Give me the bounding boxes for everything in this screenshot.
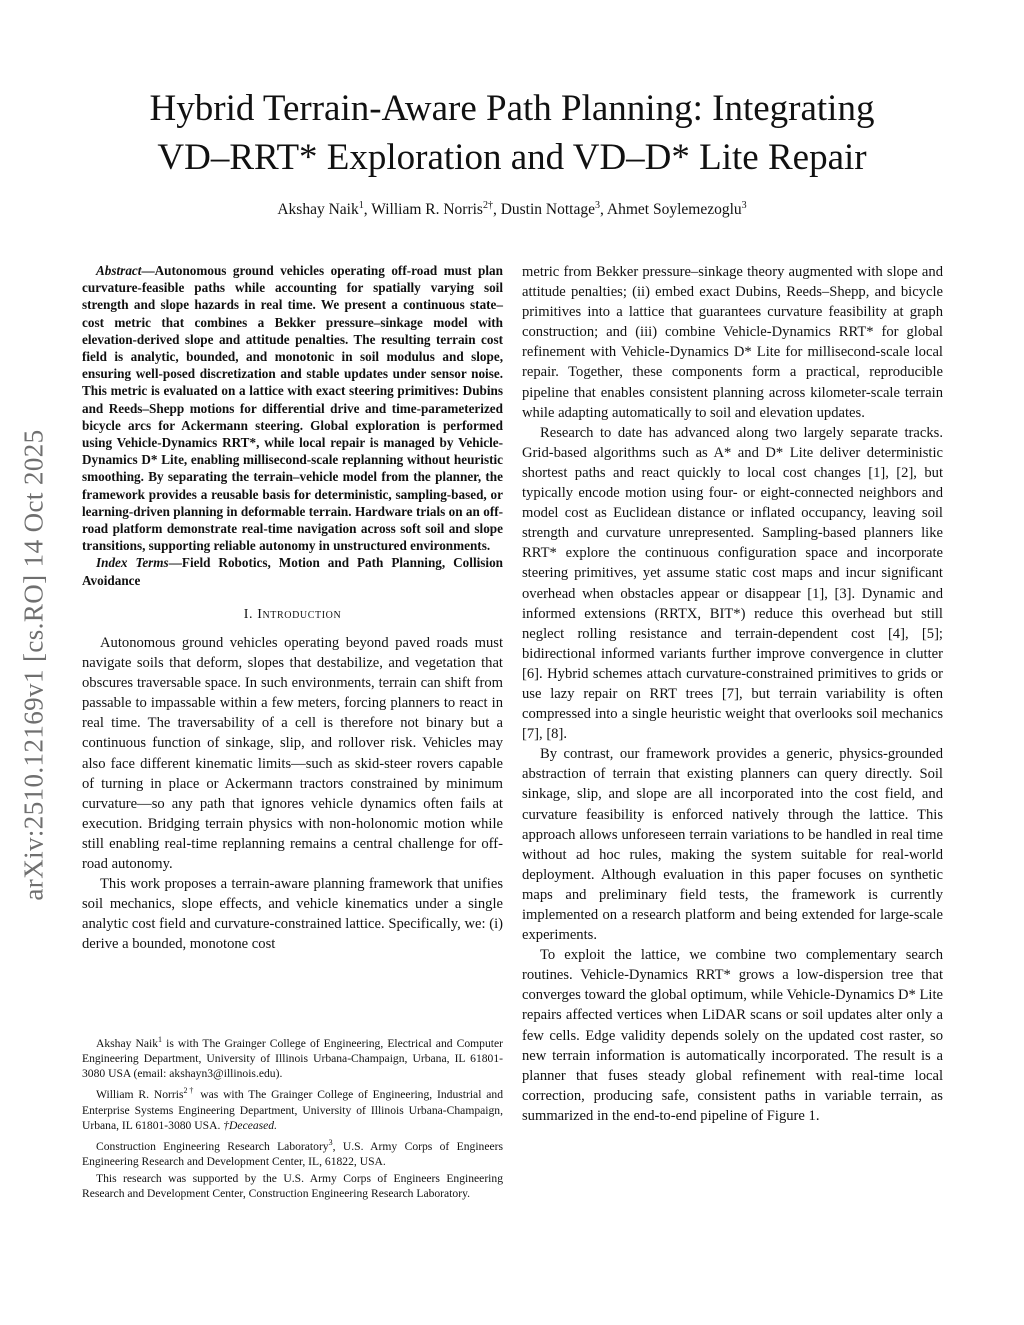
footnote [82,1032,503,1081]
section-heading [82,605,503,625]
paragraph: This work proposes a terrain-aware planning framework that unifies soil mechanics, slope effects, and vehicle kinematics under a single analytic cost field and curvature-constrained lattice. Specifically, we: (i) derive a bounded, monotone cost [82,876,503,953]
arxiv-identifier-text: arXiv:2510.12169v1 [cs.RO] 14 Oct 2025 [18,429,49,901]
footnote [82,1171,503,1201]
footnote-name: William R. Norris [96,1088,184,1102]
paragraph: metric from Bekker pressure–sinkage theory augmented with slope and attitude penalties; (ii) embed exact Dubins, Reeds–Shepp, and bicycle primitives into a lattice that guarantees curvature feasibility at graph construction; and (iii) combine Vehicle-Dynamics RRT* for global refinement with Vehicle-Dynamics D* Lite for millisecond-scale local repair. Together, these components form a practical, reproducible pipeline that enables consistent planning across kilometer-scale terrain while adapting automatically to soil and elevation updates. [522,264,943,421]
footnote-deceased-note: †Deceased. [223,1118,278,1132]
footnote-text: is with The Grainger College of Engineering, Electrical and Computer Engineering Department, University of Illinois Urbana-Champaign, Urbana, IL 61801-3080 USA (email: akshayn3@illinois.edu). [82,1036,503,1081]
author-separator: , [492,201,501,219]
author-name: Dustin Nottage [500,201,595,219]
abstract-label: Abstract [96,263,142,278]
paragraph: By contrast, our framework provides a generic, physics-grounded abstraction of terrain that existing planners can query directly. Soil sinkage, slip, and slope are all incorporated into the cost field, and curvature feasibility is enforced natively through the lattice. This approach allows unforeseen terrain variations to be handled in real time without ad hoc rules, making the system suitable for real-world deployment. Although evaluation in this paper focuses on synthetic maps and preliminary field tests, the framework is currently implemented on a research platform and being extended for large-scale experiments. [522,746,943,944]
footnote-text: , U.S. Army Corps of Engineers Engineering Research and Development Center, IL, 61822, USA. [82,1139,503,1168]
author-name: Ahmet Soylemezoglu [606,201,742,219]
author-affiliation-mark: 3 [741,200,747,211]
footnotes [82,1032,503,1204]
index-terms [82,554,503,588]
author-list [80,200,944,219]
right-column [522,262,943,1126]
footnote-mark: 1 [158,1035,163,1044]
footnote-name: Construction Engineering Research Laboratory [96,1139,329,1153]
footnote-mark: 3 [328,1137,333,1147]
abstract [82,262,503,554]
footnote [82,1083,503,1132]
title-line-2: VD–RRT* Exploration and VD–D* Lite Repair [157,137,867,178]
abstract-text: —Autonomous ground vehicles operating off-road must plan curvature-feasible paths while accounting for spatially varying soil strength and slope hazards in real time. We present a continuous state–cost metric that combines a Bekker pressure–sinkage model with elevation-derived slope and attitude penalties. The resulting terrain cost field is analytic, bounded, and monotonic in soil modulus and slope, ensuring well-posed discretization and stable updates under sensor noise. This metric is evaluated on a lattice with exact steering primitives: Dubins and Reeds–Shepp motions for differential drive and time-parameterized bicycle arcs for Ackermann steering. Global exploration is performed using Vehicle-Dynamics RRT*, while local repair is managed by Vehicle-Dynamics D* Lite, enabling millisecond-scale replanning without heuristic smoothing. By separating the terrain–vehicle model from the planner, the framework provides a reusable basis for deterministic, sampling-based, or learning-driven planning in deformable terrain. Hardware trials on an off-road platform demonstrate real-time navigation across soft soil and slope transitions, supporting reliable autonomy in unstructured environments. [82,263,503,554]
author-name: Akshay Naik [277,201,359,219]
section-number: I. [243,606,254,622]
author-separator: , [599,201,607,219]
author-affiliation-mark: 1 [358,200,364,211]
arxiv-identifier-stamp [14,370,54,960]
section-title: Introduction [257,606,342,622]
footnote [82,1135,503,1169]
paper-title [80,84,944,182]
author-affiliation-mark: 2† [482,200,493,211]
footnote-name: Akshay Naik [96,1036,159,1050]
author-separator: , [363,201,372,219]
paragraph: Autonomous ground vehicles operating beyond paved roads must navigate soils that deform, slopes that destabilize, and vegetation that obscures traversable space. In such environments, terrain can shift from passable to impassable within a few meters, forcing planners to react in real time. The traversability of a cell is therefore not binary but a continuous function of sinkage, slip, and rollover risk. Vehicles may also face different kinematic limits—such as skid-steer rovers capable of turning in place or Ackermann tractors constrained by minimum curvature—so any path that ignores vehicle dynamics often fails at execution. Bridging terrain physics with non-holonomic motion while still enabling real-time replanning remains a central challenge for off-road autonomy. [82,634,503,872]
paragraph: Research to date has advanced along two largely separate tracks. Grid-based algorithms such as A* and D* Lite deliver deterministic shortest paths and react quickly to local cost changes [1], [2], but typically encode motion using four- or eight-connected neighbors and model cost as Euclidean distance or inflated occupancy, leaving soil strength and curvature unrepresented. Sampling-based planners like RRT* explore the continuous configuration space and incorporate steering primitives, yet assume static cost maps and incur significant overhead when obstacles appear or disappear [1], [3]. Dynamic and informed extensions (RRTX, BIT*) reduce this overhead but still neglect rolling resistance and terrain-dependent cost [4], [5]; bidirectional informed variants further improve convergence in clutter [6]. Hybrid schemes attach curvature-constrained primitives to grids or use lazy repair on RRT trees [7], but terrain variability is often compressed into a single heuristic weight that overlooks soil mechanics [7], [8]. [522,424,943,743]
index-terms-text: —Field Robotics, Motion and Path Planning, Collision Avoidance [82,555,503,588]
footnote-text: This research was supported by the U.S. Army Corps of Engineers Engineering Research and Development Center, Construction Engineering Research Laboratory. [82,1172,503,1201]
footnote-mark: 2† [183,1086,196,1096]
index-terms-label: Index Terms [96,555,169,571]
left-column [82,262,503,954]
author-name: William R. Norris [371,201,483,219]
footnote-text: was with The Grainger College of Engineering, Industrial and Enterprise Systems Engineering Department, University of Illinois Urbana-Champaign, Urbana, IL 61801-3080 USA. [82,1088,504,1132]
author-affiliation-mark: 3 [594,200,600,211]
title-line-1: Hybrid Terrain-Aware Path Planning: Integrating [149,88,875,129]
paragraph: To exploit the lattice, we combine two complementary search routines. Vehicle-Dynamics RRT* grows a low-dispersion tree that converges toward the global optimum, while Vehicle-Dynamics D* Lite repairs affected vertices when LiDAR scans or soil updates alter only a few cells. Edge validity depends solely on the updated cost raster, so new terrain information is automatically incorporated. The result is a planner that fuses steady global refinement with real-time local correction, producing safe, consistent paths in variable terrain, as summarized in the end-to-end pipeline of Figure 1. [522,947,943,1124]
